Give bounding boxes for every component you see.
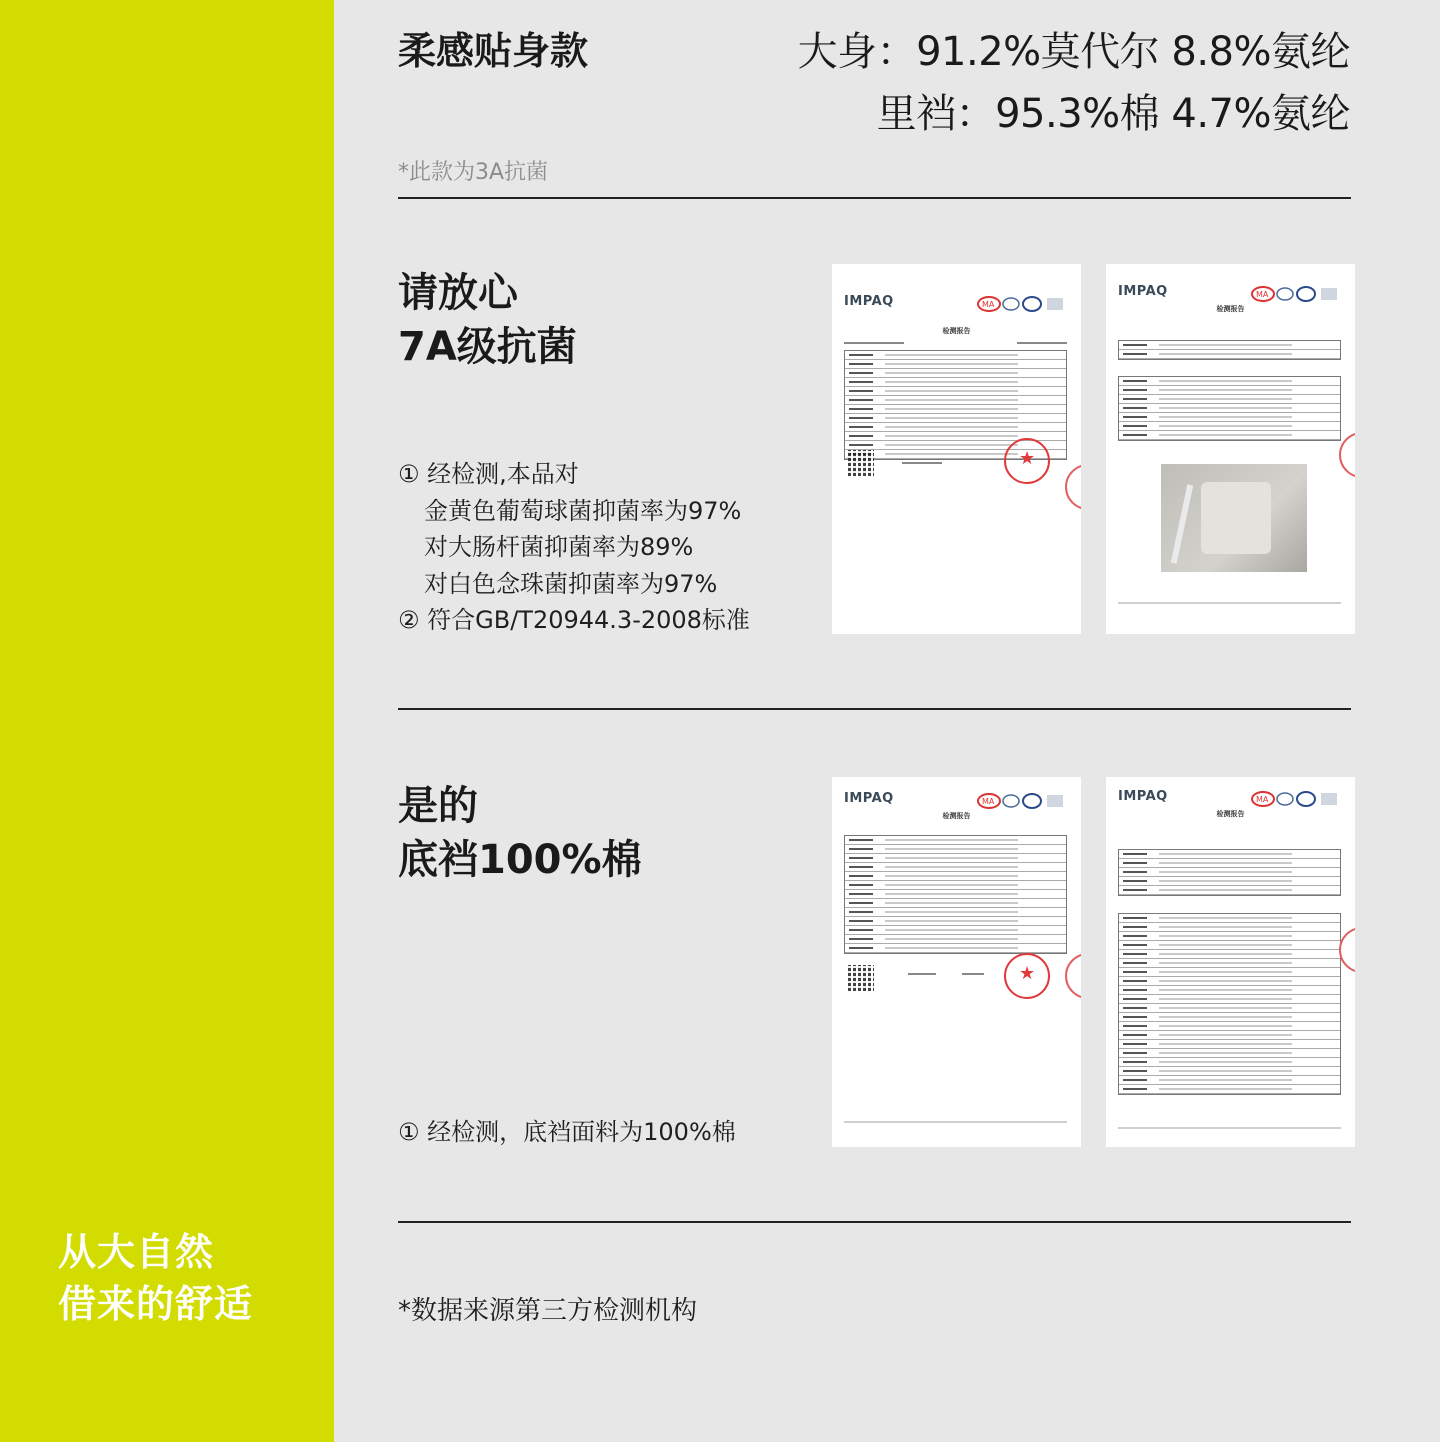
sample-photo: [1161, 464, 1307, 572]
certificate-title: 检测报告: [942, 812, 971, 820]
section1-title-line-1: 请放心: [398, 270, 518, 316]
certificate-image-2: [1106, 264, 1355, 634]
certificate-title: 检测报告: [942, 327, 971, 335]
svg-text:MA: MA: [982, 300, 995, 309]
certification-marks-icon: [977, 294, 1067, 314]
certification-marks-icon: [977, 791, 1067, 811]
sidebar-tagline: [58, 1226, 253, 1330]
list-item: 对大肠杆菌抑菌率为89%: [424, 533, 694, 561]
spec-line-body: 大身：91.2%莫代尔 8.8%氨纶: [797, 29, 1350, 75]
sidebar-panel: [0, 0, 334, 1442]
list-item: 金黄色葡萄球菌抑菌率为97%: [424, 496, 742, 525]
product-title: 柔感贴身款: [398, 29, 589, 73]
svg-text:MA: MA: [1256, 795, 1269, 804]
report-number-line: [844, 342, 904, 344]
red-seal-icon: ★: [1004, 438, 1050, 484]
footer-line: [844, 1121, 1067, 1123]
certificate-table-results: [1118, 913, 1341, 1095]
divider-2: [398, 708, 1351, 710]
partial-seal-icon: [1339, 927, 1355, 973]
list-item: ① 经检测,本品对: [398, 460, 579, 488]
impaq-logo: IMPAQ: [844, 294, 894, 309]
section1-list: [398, 456, 750, 639]
certificate-table-top: [1118, 849, 1341, 896]
certificate-image-1: [832, 264, 1081, 634]
certificate-table: [844, 835, 1067, 954]
partial-seal-icon: [1065, 464, 1081, 510]
certification-marks-icon: [1251, 284, 1341, 304]
report-date-line: [1017, 342, 1067, 344]
section2-title-line-2: 底裆100%棉: [398, 837, 642, 883]
impaq-logo: IMPAQ: [1118, 789, 1168, 804]
spec-line-crotch: 里裆：95.3%棉 4.7%氨纶: [876, 91, 1350, 137]
list-item: 对白色念珠菌抑菌率为97%: [424, 569, 718, 598]
svg-text:MA: MA: [1256, 290, 1269, 299]
qr-code-icon: [848, 450, 874, 476]
data-source-note: *数据来源第三方检测机构: [398, 1296, 698, 1326]
section1-title-line-2: 7A级抗菌: [398, 324, 577, 370]
signature-line: [962, 973, 984, 975]
signature-line: [902, 462, 942, 464]
list-item: ① 经检测，底裆面料为100%棉: [398, 1118, 736, 1146]
red-seal-icon: ★: [1004, 953, 1050, 999]
tagline-line-2: 借来的舒适: [58, 1282, 254, 1326]
tagline-line-1: 从大自然: [58, 1230, 215, 1274]
qr-code-icon: [848, 965, 874, 991]
antibacterial-note: *此款为3A抗菌: [398, 160, 549, 185]
section2-list: [398, 1114, 736, 1151]
divider-3: [398, 1221, 1351, 1223]
impaq-logo: IMPAQ: [1118, 284, 1168, 299]
footer-line: [1118, 1127, 1341, 1129]
impaq-logo: IMPAQ: [844, 791, 894, 806]
footer-line: [1118, 602, 1341, 604]
list-item: ② 符合GB/T20944.3-2008标准: [398, 606, 750, 634]
svg-text:MA: MA: [982, 797, 995, 806]
divider-1: [398, 197, 1351, 199]
certificate-table-results: [1118, 376, 1341, 441]
section2-title-line-1: 是的: [398, 783, 478, 829]
partial-seal-icon: [1339, 432, 1355, 478]
certificate-table-top: [1118, 340, 1341, 360]
section1-title: [398, 266, 577, 374]
certificate-title: 检测报告: [1216, 305, 1245, 313]
certificate-title: 检测报告: [1216, 810, 1245, 818]
certificate-image-3: [832, 777, 1081, 1147]
section2-title: [398, 779, 642, 887]
partial-seal-icon: [1065, 953, 1081, 999]
certification-marks-icon: [1251, 789, 1341, 809]
signature-line: [908, 973, 936, 975]
certificate-image-4: [1106, 777, 1355, 1147]
